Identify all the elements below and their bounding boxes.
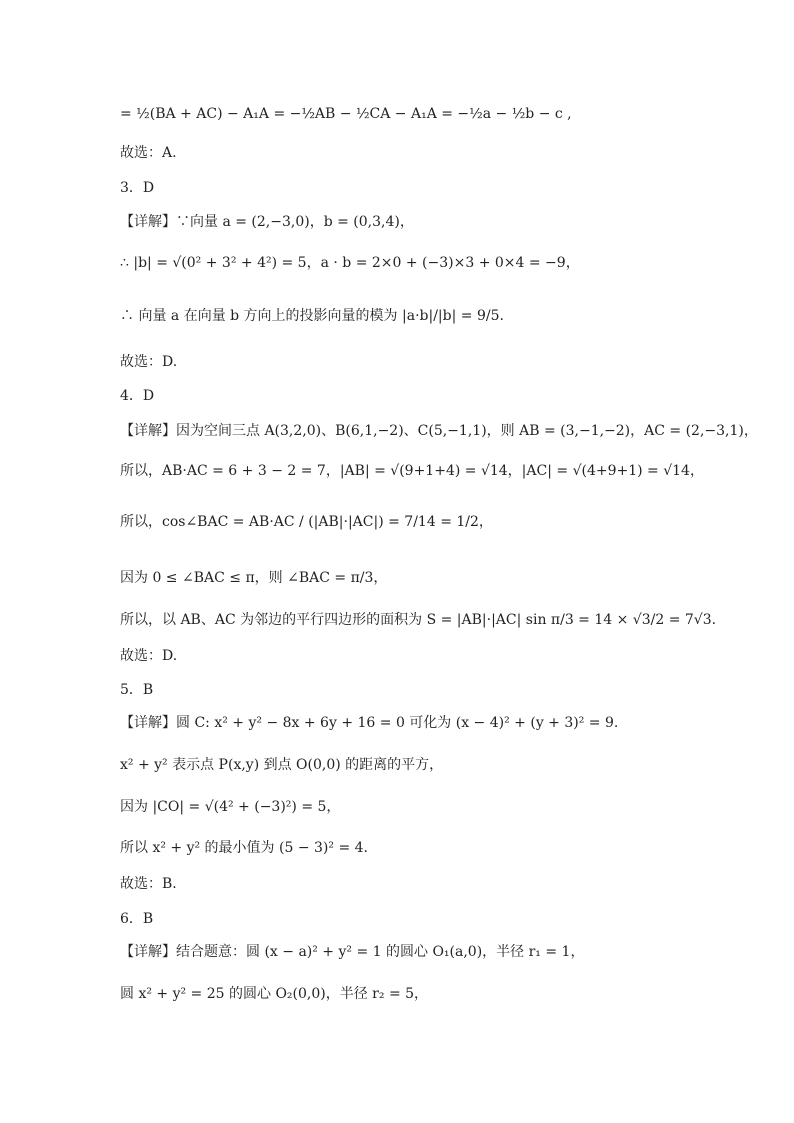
solution-line: 【详解】∵向量 a = (2,−3,0)，b = (0,3,4)， <box>120 214 414 230</box>
solution-line: 【详解】结合题意：圆 (x − a)² + y² = 1 的圆心 O₁(a,0)，半径 r₁ = 1， <box>120 944 585 960</box>
solution-line-1: = ½(BA + AC) − A₁A = −½AB − ½CA − A₁A = −½a − ½b − c , <box>120 106 572 122</box>
solution-line: x² + y² 表示点 P(x,y) 到点 O(0,0) 的距离的平方， <box>120 757 444 773</box>
question-number: 4．D <box>120 388 155 404</box>
question-number: 5．B <box>120 682 154 698</box>
solution-line: 圆 x² + y² = 25 的圆心 O₂(0,0)，半径 r₂ = 5， <box>120 986 429 1002</box>
question-number: 3．D <box>120 180 155 196</box>
answer-line: 故选：A. <box>120 145 177 161</box>
solution-line: 所以，以 AB、AC 为邻边的平行四边形的面积为 S = |AB|·|AC| sin π/3 = 14 × √3/2 = 7√3. <box>120 612 717 628</box>
solution-line: 【详解】因为空间三点 A(3,2,0)、B(6,1,−2)、C(5,−1,1)，则 AB = (3,−1,−2)，AC = (2,−3,1)， <box>120 423 758 439</box>
solution-line: 所以，AB·AC = 6 + 3 − 2 = 7，|AB| = √(9+1+4) = √14，|AC| = √(4+9+1) = √14， <box>120 463 704 479</box>
answer-line: 故选：D. <box>120 648 178 664</box>
solution-line: 所以 x² + y² 的最小值为 (5 − 3)² = 4. <box>120 840 368 856</box>
answer-line: 故选：D. <box>120 354 178 370</box>
solution-line: 因为 0 ≤ ∠BAC ≤ π，则 ∠BAC = π/3， <box>120 570 388 586</box>
solution-line: ∴ |b| = √(0² + 3² + 4²) = 5，a · b = 2×0 + (−3)×3 + 0×4 = −9， <box>120 255 580 271</box>
solution-line: 所以，cos∠BAC = AB·AC / (|AB|·|AC|) = 7/14 = 1/2， <box>120 514 493 530</box>
solution-line: 【详解】圆 C: x² + y² − 8x + 6y + 16 = 0 可化为 (x − 4)² + (y + 3)² = 9. <box>120 715 619 731</box>
question-number: 6．B <box>120 911 154 927</box>
solution-line: 因为 |CO| = √(4² + (−3)²) = 5， <box>120 799 341 815</box>
answer-line: 故选：B. <box>120 876 177 892</box>
solution-line: ∴ 向量 a 在向量 b 方向上的投影向量的模为 |a·b|/|b| = 9/5. <box>120 308 504 324</box>
